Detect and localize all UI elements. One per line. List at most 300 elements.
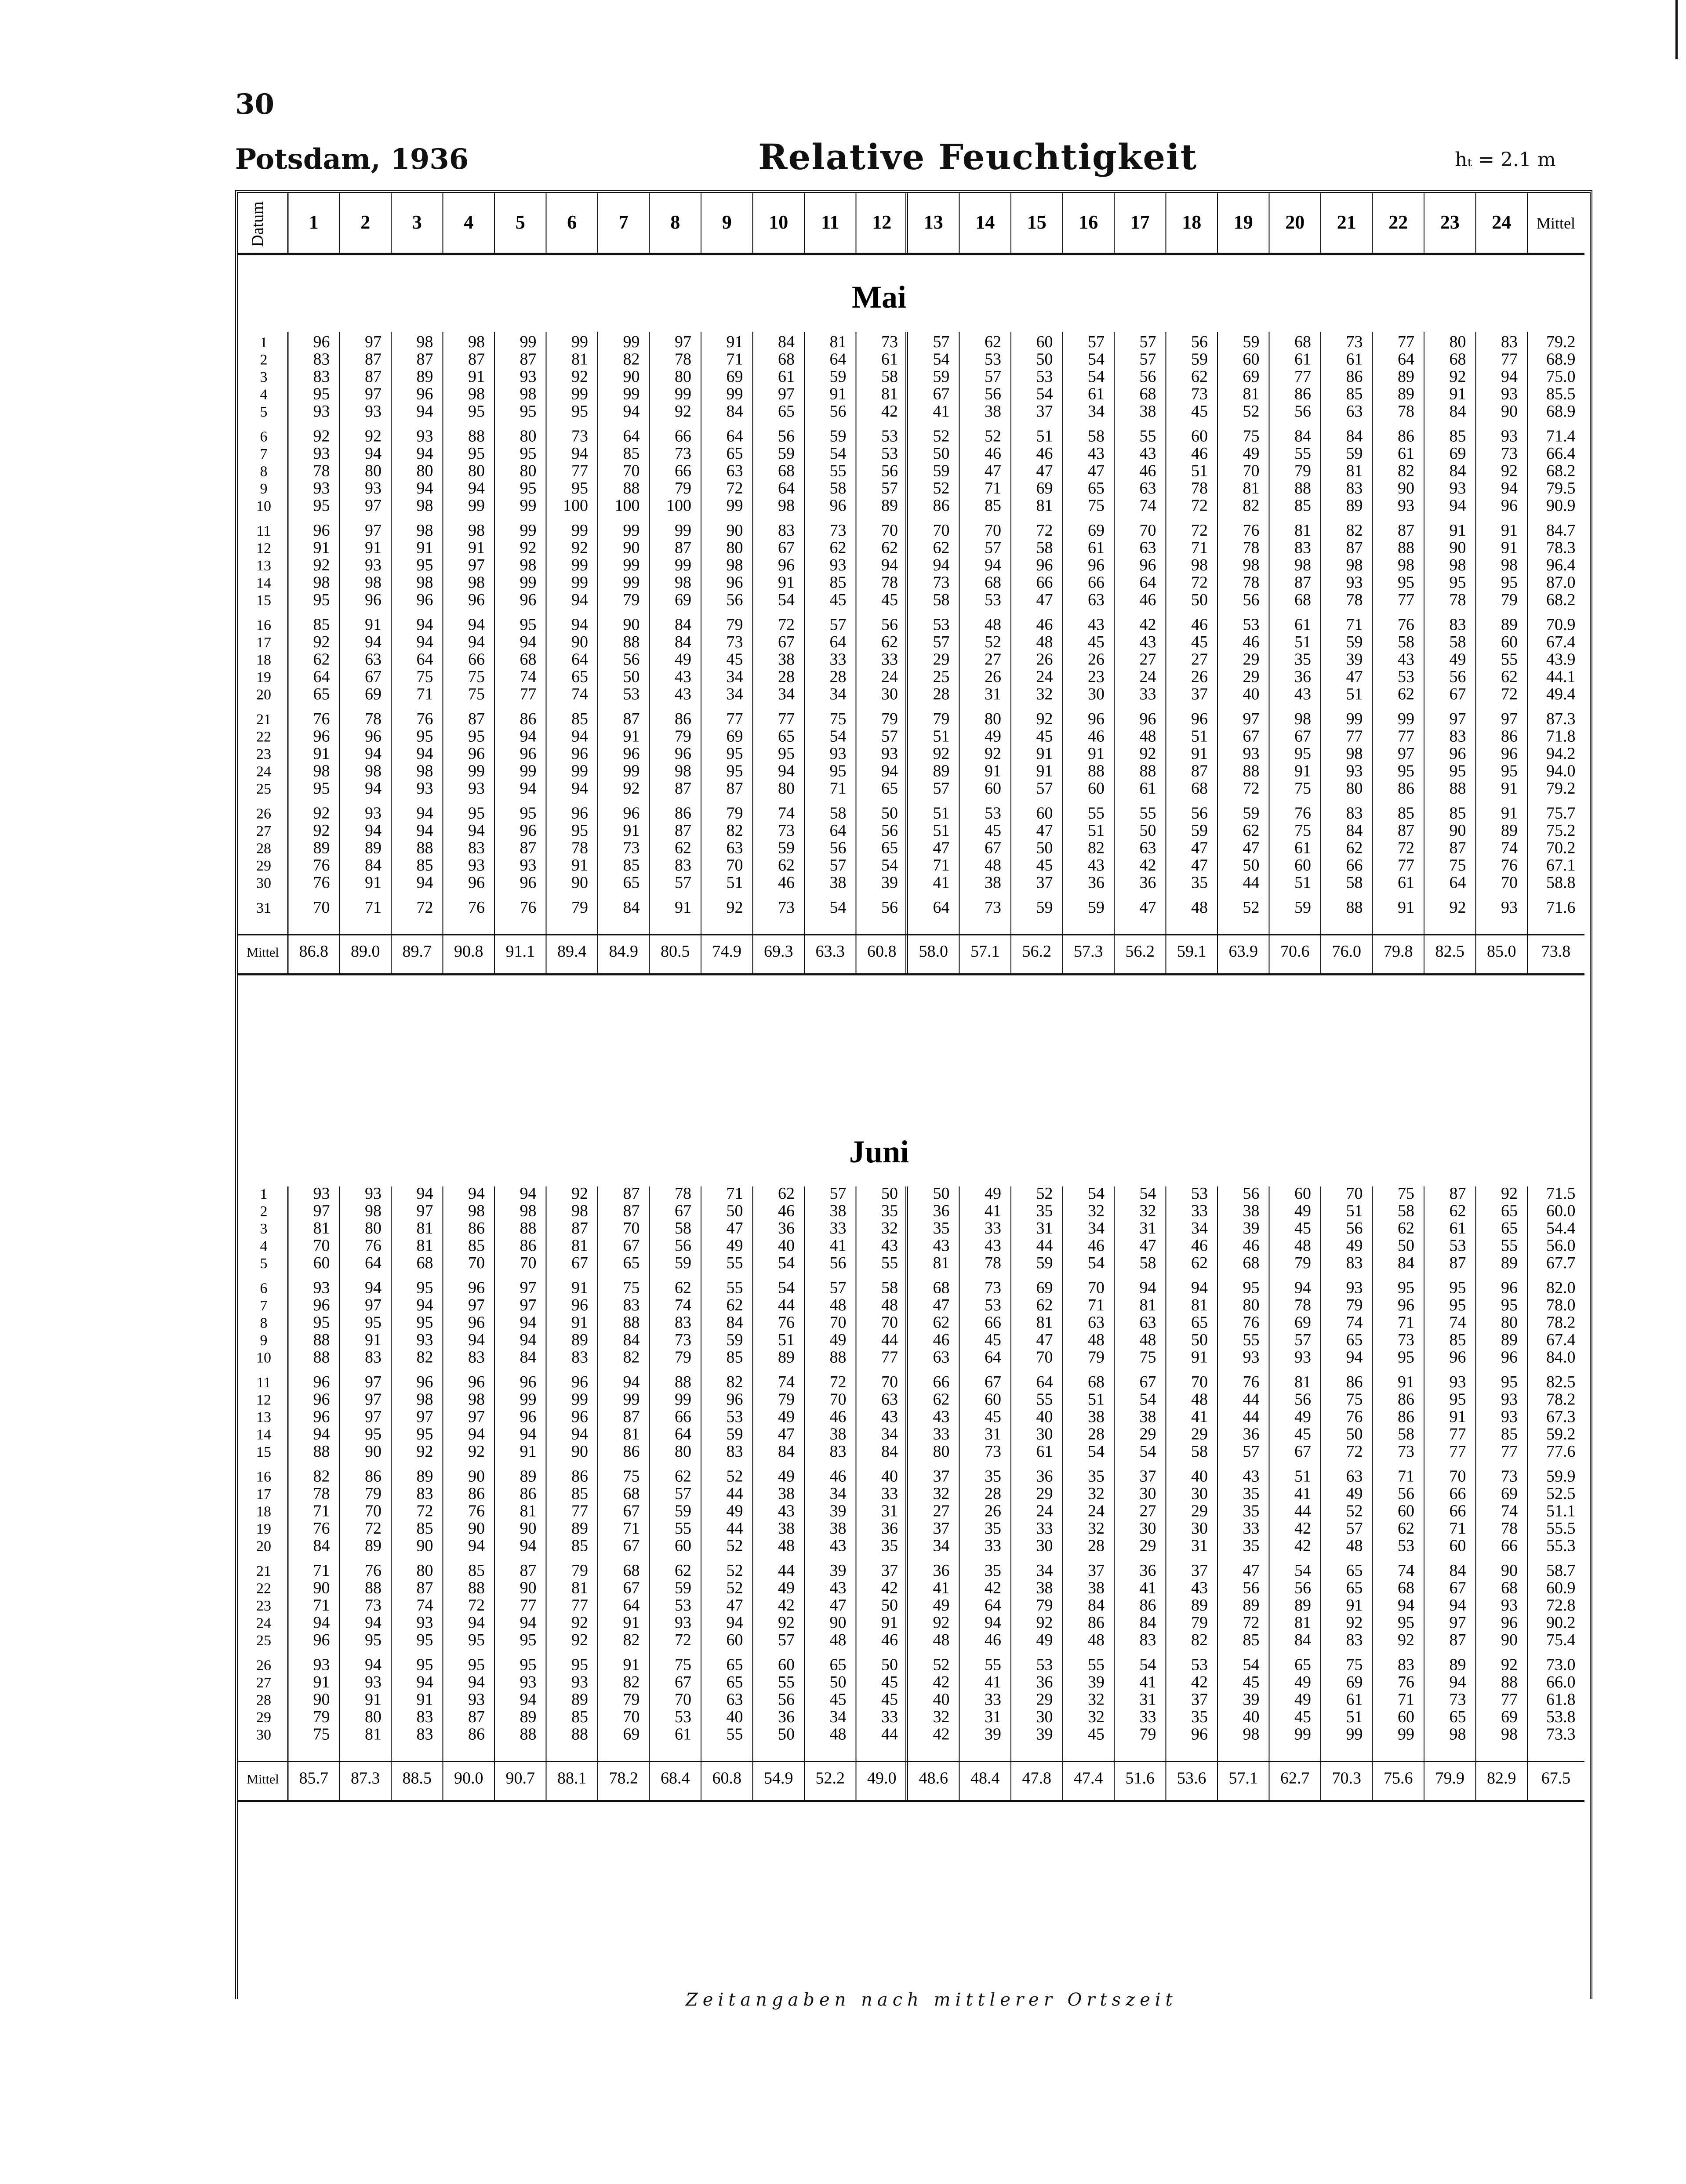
row-mean-cell: 79.2 xyxy=(1546,779,1576,798)
value-cell: 98 xyxy=(468,333,485,351)
value-cell: 67 xyxy=(985,838,1001,857)
value-cell: 96 xyxy=(1501,496,1518,515)
value-cell: 58 xyxy=(1036,538,1053,557)
value-cell: 70 xyxy=(1501,873,1518,892)
value-cell: 64 xyxy=(1449,873,1466,892)
value-cell: 91 xyxy=(365,873,382,892)
value-cell: 88 xyxy=(1243,762,1260,780)
value-cell: 67 xyxy=(623,1502,640,1520)
value-cell: 76 xyxy=(468,898,485,917)
mean-cell: 90.0 xyxy=(454,1769,483,1788)
value-cell: 98 xyxy=(416,762,433,780)
value-cell: 40 xyxy=(726,1708,743,1726)
value-cell: 52 xyxy=(1036,1184,1053,1203)
value-cell: 80 xyxy=(675,367,691,386)
value-cell: 81 xyxy=(571,1578,588,1597)
value-cell: 37 xyxy=(1036,873,1053,892)
value-cell: 73 xyxy=(985,1278,1001,1297)
value-cell: 58 xyxy=(829,804,847,823)
value-cell: 93 xyxy=(520,856,537,874)
value-cell: 33 xyxy=(985,1219,1001,1237)
value-cell: 66 xyxy=(675,427,691,446)
value-cell: 98 xyxy=(1191,556,1208,574)
value-cell: 86 xyxy=(1346,367,1363,386)
value-cell: 80 xyxy=(726,538,743,557)
value-cell: 68 xyxy=(1088,1373,1105,1391)
value-cell: 73 xyxy=(1449,1690,1466,1709)
value-cell: 51 xyxy=(1294,873,1311,892)
day-label: 17 xyxy=(256,1486,271,1502)
hour-header: 13 xyxy=(923,211,943,233)
value-cell: 33 xyxy=(985,1690,1001,1709)
value-cell: 36 xyxy=(778,1708,795,1726)
value-cell: 67 xyxy=(1449,685,1466,704)
hour-header: 12 xyxy=(872,211,892,233)
value-cell: 34 xyxy=(1088,402,1105,421)
value-cell: 78 xyxy=(1191,479,1208,497)
value-cell: 56 xyxy=(985,385,1001,403)
mean-cell: 88.1 xyxy=(557,1769,587,1788)
value-cell: 38 xyxy=(778,1484,795,1503)
value-cell: 77 xyxy=(1449,1442,1466,1461)
value-cell: 48 xyxy=(881,1296,898,1314)
day-label: 16 xyxy=(256,617,271,634)
value-cell: 44 xyxy=(881,1725,898,1744)
mean-cell: 89.0 xyxy=(351,942,380,961)
value-cell: 72 xyxy=(1036,521,1053,540)
value-cell: 99 xyxy=(623,333,640,351)
value-cell: 64 xyxy=(829,350,847,369)
value-cell: 50 xyxy=(1139,821,1156,840)
value-cell: 78 xyxy=(1398,402,1414,421)
value-cell: 71 xyxy=(726,350,743,369)
value-cell: 81 xyxy=(1036,496,1053,515)
value-cell: 60 xyxy=(1036,333,1053,351)
value-cell: 48 xyxy=(1139,727,1156,746)
value-cell: 79 xyxy=(623,591,640,609)
value-cell: 81 xyxy=(571,1236,588,1255)
day-label: 12 xyxy=(256,1392,271,1408)
value-cell: 89 xyxy=(1501,615,1518,634)
value-cell: 97 xyxy=(416,1201,433,1220)
value-cell: 81 xyxy=(1294,1373,1311,1391)
value-cell: 95 xyxy=(416,556,433,574)
hour-header: 22 xyxy=(1388,211,1408,233)
value-cell: 32 xyxy=(1088,1708,1105,1726)
value-cell: 81 xyxy=(416,1219,433,1237)
value-cell: 89 xyxy=(881,496,898,515)
value-cell: 94 xyxy=(520,633,537,651)
value-cell: 68 xyxy=(1449,350,1466,369)
value-cell: 91 xyxy=(1398,1373,1414,1391)
value-cell: 77 xyxy=(1398,333,1414,351)
value-cell: 38 xyxy=(829,1201,847,1220)
value-cell: 64 xyxy=(313,668,330,686)
value-cell: 23 xyxy=(1088,668,1105,686)
day-label: 24 xyxy=(256,1615,271,1632)
value-cell: 99 xyxy=(726,496,743,515)
value-cell: 44 xyxy=(726,1519,743,1538)
place-year: Potsdam, 1936 xyxy=(235,143,469,176)
value-cell: 64 xyxy=(675,1425,691,1444)
value-cell: 86 xyxy=(623,1442,640,1461)
value-cell: 52 xyxy=(726,1578,743,1597)
value-cell: 78 xyxy=(675,350,691,369)
value-cell: 30 xyxy=(1191,1484,1208,1503)
row-mean-cell: 60.9 xyxy=(1546,1578,1576,1597)
day-label: 28 xyxy=(256,840,271,857)
value-cell: 73 xyxy=(1501,1467,1518,1486)
value-cell: 62 xyxy=(675,1467,691,1486)
value-cell: 63 xyxy=(881,1390,898,1409)
value-cell: 53 xyxy=(1191,1184,1208,1203)
value-cell: 89 xyxy=(1243,1596,1260,1614)
value-cell: 35 xyxy=(1191,873,1208,892)
value-cell: 52 xyxy=(933,427,950,446)
value-cell: 63 xyxy=(726,461,743,480)
value-cell: 81 xyxy=(1294,1613,1311,1632)
mean-cell: 63.3 xyxy=(815,942,845,961)
value-cell: 44 xyxy=(778,1561,795,1580)
value-cell: 37 xyxy=(933,1519,950,1538)
value-cell: 28 xyxy=(933,685,950,704)
value-cell: 98 xyxy=(313,762,330,780)
value-cell: 84 xyxy=(1449,461,1466,480)
value-cell: 96 xyxy=(1449,1348,1466,1367)
value-cell: 48 xyxy=(1036,633,1053,651)
day-label: 20 xyxy=(256,686,271,703)
row-mean-cell: 44.1 xyxy=(1546,668,1576,686)
value-cell: 70 xyxy=(1346,1184,1363,1203)
mean-cell: 60.8 xyxy=(712,1769,741,1788)
mean-cell: 53.6 xyxy=(1177,1769,1206,1788)
value-cell: 99 xyxy=(571,521,588,540)
value-cell: 98 xyxy=(416,573,433,592)
value-cell: 66 xyxy=(1088,573,1105,592)
value-cell: 55 xyxy=(726,1278,743,1297)
value-cell: 53 xyxy=(881,427,898,446)
value-cell: 56 xyxy=(1243,1184,1260,1203)
value-cell: 38 xyxy=(1139,1408,1156,1426)
value-cell: 72 xyxy=(416,898,433,917)
mean-cell: 54.9 xyxy=(764,1769,793,1788)
value-cell: 99 xyxy=(675,556,691,574)
value-cell: 46 xyxy=(881,1631,898,1649)
value-cell: 76 xyxy=(520,898,537,917)
value-cell: 92 xyxy=(416,1442,433,1461)
value-cell: 96 xyxy=(571,1296,588,1314)
value-cell: 75 xyxy=(1346,1655,1363,1674)
value-cell: 96 xyxy=(520,744,537,763)
value-cell: 84 xyxy=(778,1442,795,1461)
value-cell: 78 xyxy=(313,461,330,480)
value-cell: 95 xyxy=(313,1313,330,1332)
value-cell: 91 xyxy=(623,727,640,746)
value-cell: 72 xyxy=(468,1596,485,1614)
value-cell: 60 xyxy=(1398,1502,1414,1520)
row-mean-cell: 58.7 xyxy=(1546,1561,1576,1580)
value-cell: 58 xyxy=(1449,633,1466,651)
value-cell: 53 xyxy=(1191,1655,1208,1674)
value-cell: 85 xyxy=(985,496,1001,515)
value-cell: 49 xyxy=(1346,1484,1363,1503)
value-cell: 83 xyxy=(416,1725,433,1744)
value-cell: 37 xyxy=(1088,1561,1105,1580)
value-cell: 56 xyxy=(1449,668,1466,686)
value-cell: 50 xyxy=(829,1673,847,1691)
value-cell: 84 xyxy=(726,402,743,421)
value-cell: 98 xyxy=(1346,744,1363,763)
value-cell: 88 xyxy=(416,838,433,857)
value-cell: 57 xyxy=(985,367,1001,386)
value-cell: 77 xyxy=(1398,727,1414,746)
day-label: 3 xyxy=(260,1221,268,1237)
value-cell: 83 xyxy=(416,1708,433,1726)
value-cell: 71 xyxy=(829,779,847,798)
value-cell: 53 xyxy=(623,685,640,704)
value-cell: 47 xyxy=(933,838,950,857)
value-cell: 90 xyxy=(623,615,640,634)
value-cell: 84 xyxy=(675,615,691,634)
value-cell: 94 xyxy=(520,1690,537,1709)
mean-cell: 57.1 xyxy=(970,942,1000,961)
value-cell: 91 xyxy=(623,1655,640,1674)
value-cell: 95 xyxy=(1398,573,1414,592)
value-cell: 66 xyxy=(675,1408,691,1426)
value-cell: 97 xyxy=(365,333,382,351)
day-label: 14 xyxy=(256,1426,271,1443)
mean-cell: 58.0 xyxy=(919,942,948,961)
value-cell: 30 xyxy=(881,685,898,704)
value-cell: 96 xyxy=(468,591,485,609)
value-cell: 54 xyxy=(1088,350,1105,369)
value-cell: 46 xyxy=(1243,633,1260,651)
value-cell: 45 xyxy=(829,591,847,609)
value-cell: 32 xyxy=(1088,1484,1105,1503)
value-cell: 71 xyxy=(365,898,382,917)
value-cell: 64 xyxy=(416,650,433,669)
value-cell: 71 xyxy=(1088,1296,1105,1314)
value-cell: 87 xyxy=(468,350,485,369)
value-cell: 67 xyxy=(933,385,950,403)
row-mean-cell: 67.4 xyxy=(1546,633,1576,651)
value-cell: 68 xyxy=(1243,1254,1260,1272)
value-cell: 45 xyxy=(1088,1725,1105,1744)
value-cell: 57 xyxy=(933,333,950,351)
value-cell: 89 xyxy=(1449,1655,1466,1674)
value-cell: 42 xyxy=(933,1725,950,1744)
value-cell: 41 xyxy=(933,402,950,421)
value-cell: 98 xyxy=(1346,556,1363,574)
value-cell: 91 xyxy=(1398,898,1414,917)
value-cell: 95 xyxy=(313,496,330,515)
value-cell: 94 xyxy=(571,591,588,609)
value-cell: 64 xyxy=(1036,1373,1053,1391)
value-cell: 78 xyxy=(1449,591,1466,609)
mean-cell: 48.6 xyxy=(919,1769,948,1788)
value-cell: 80 xyxy=(675,1442,691,1461)
value-cell: 83 xyxy=(623,1296,640,1314)
value-cell: 89 xyxy=(520,1467,537,1486)
row-mean-cell: 54.4 xyxy=(1546,1219,1576,1237)
mean-cell: 89.7 xyxy=(402,942,432,961)
value-cell: 74 xyxy=(1501,838,1518,857)
value-cell: 53 xyxy=(1449,1236,1466,1255)
value-cell: 79 xyxy=(726,615,743,634)
value-cell: 34 xyxy=(829,685,847,704)
value-cell: 92 xyxy=(313,556,330,574)
value-cell: 74 xyxy=(675,1296,691,1314)
value-cell: 82 xyxy=(623,1631,640,1649)
value-cell: 96 xyxy=(571,804,588,823)
value-cell: 41 xyxy=(1139,1673,1156,1691)
value-cell: 59 xyxy=(1088,898,1105,917)
value-cell: 67 xyxy=(1139,1373,1156,1391)
value-cell: 84 xyxy=(726,1313,743,1332)
value-cell: 75 xyxy=(675,1655,691,1674)
value-cell: 87 xyxy=(571,1219,588,1237)
value-cell: 94 xyxy=(623,1373,640,1391)
value-cell: 99 xyxy=(520,521,537,540)
value-cell: 58 xyxy=(1088,427,1105,446)
value-cell: 41 xyxy=(1191,1408,1208,1426)
hour-header: 10 xyxy=(769,211,788,233)
value-cell: 57 xyxy=(933,779,950,798)
row-mean-cell: 51.1 xyxy=(1546,1502,1576,1520)
value-cell: 67 xyxy=(365,668,382,686)
row-mean-cell: 70.2 xyxy=(1546,838,1576,857)
value-cell: 70 xyxy=(829,1390,847,1409)
value-cell: 70 xyxy=(985,521,1001,540)
hour-header: 3 xyxy=(412,211,422,233)
hour-header: 4 xyxy=(464,211,474,233)
value-cell: 64 xyxy=(1398,350,1414,369)
value-cell: 61 xyxy=(1139,779,1156,798)
mean-cell: 79.8 xyxy=(1384,942,1413,961)
value-cell: 62 xyxy=(933,1390,950,1409)
value-cell: 45 xyxy=(1191,633,1208,651)
value-cell: 91 xyxy=(1191,744,1208,763)
value-cell: 56 xyxy=(1398,1484,1414,1503)
day-label: 3 xyxy=(260,369,268,385)
value-cell: 41 xyxy=(933,873,950,892)
value-cell: 76 xyxy=(1243,1313,1260,1332)
value-cell: 93 xyxy=(365,402,382,421)
value-cell: 97 xyxy=(1398,744,1414,763)
value-cell: 67 xyxy=(623,1536,640,1555)
value-cell: 67 xyxy=(1449,1578,1466,1597)
value-cell: 94 xyxy=(416,444,433,463)
value-cell: 53 xyxy=(726,1408,743,1426)
value-cell: 48 xyxy=(778,1536,795,1555)
value-cell: 95 xyxy=(520,444,537,463)
value-cell: 41 xyxy=(933,1578,950,1597)
value-cell: 32 xyxy=(1036,685,1053,704)
value-cell: 99 xyxy=(468,762,485,780)
value-cell: 44 xyxy=(726,1484,743,1503)
value-cell: 98 xyxy=(468,1201,485,1220)
value-cell: 81 xyxy=(1036,1313,1053,1332)
value-cell: 83 xyxy=(675,1313,691,1332)
value-cell: 61 xyxy=(1088,385,1105,403)
value-cell: 99 xyxy=(623,573,640,592)
value-cell: 80 xyxy=(468,461,485,480)
value-cell: 85 xyxy=(1449,804,1466,823)
value-cell: 97 xyxy=(520,1296,537,1314)
value-cell: 92 xyxy=(571,1631,588,1649)
value-cell: 52 xyxy=(933,479,950,497)
value-cell: 95 xyxy=(726,762,743,780)
value-cell: 61 xyxy=(1346,1690,1363,1709)
value-cell: 50 xyxy=(1346,1425,1363,1444)
value-cell: 63 xyxy=(1139,838,1156,857)
value-cell: 96 xyxy=(468,1278,485,1297)
value-cell: 29 xyxy=(1036,1690,1053,1709)
value-cell: 57 xyxy=(1036,779,1053,798)
mean-row-label: Mittel xyxy=(247,1772,279,1787)
value-cell: 71 xyxy=(313,1561,330,1580)
value-cell: 86 xyxy=(1398,1408,1414,1426)
value-cell: 87 xyxy=(365,350,382,369)
value-cell: 88 xyxy=(1346,898,1363,917)
value-cell: 92 xyxy=(520,538,537,557)
value-cell: 95 xyxy=(1398,762,1414,780)
value-cell: 46 xyxy=(829,1408,847,1426)
value-cell: 93 xyxy=(520,367,537,386)
value-cell: 65 xyxy=(1191,1313,1208,1332)
value-cell: 70 xyxy=(468,1254,485,1272)
value-cell: 68 xyxy=(623,1561,640,1580)
value-cell: 43 xyxy=(829,1578,847,1597)
value-cell: 81 xyxy=(1243,385,1260,403)
value-cell: 59 xyxy=(726,1331,743,1349)
value-cell: 48 xyxy=(829,1631,847,1649)
value-cell: 77 xyxy=(1449,1425,1466,1444)
value-cell: 55 xyxy=(778,1673,795,1691)
value-cell: 88 xyxy=(365,1578,382,1597)
value-cell: 72 xyxy=(1191,573,1208,592)
row-mean-cell: 75.2 xyxy=(1546,821,1576,840)
value-cell: 50 xyxy=(1191,591,1208,609)
day-label: 29 xyxy=(256,858,271,874)
value-cell: 64 xyxy=(829,821,847,840)
value-cell: 93 xyxy=(1501,1596,1518,1614)
value-cell: 40 xyxy=(1243,685,1260,704)
value-cell: 78 xyxy=(313,1484,330,1503)
value-cell: 35 xyxy=(1243,1484,1260,1503)
value-cell: 68 xyxy=(778,461,795,480)
value-cell: 24 xyxy=(1139,668,1156,686)
value-cell: 92 xyxy=(1501,1184,1518,1203)
value-cell: 71 xyxy=(313,1596,330,1614)
value-cell: 96 xyxy=(313,333,330,351)
value-cell: 56 xyxy=(829,838,847,857)
row-mean-cell: 75.0 xyxy=(1546,367,1576,386)
value-cell: 88 xyxy=(571,1725,588,1744)
value-cell: 47 xyxy=(1139,898,1156,917)
value-cell: 45 xyxy=(829,1690,847,1709)
value-cell: 62 xyxy=(933,1313,950,1332)
value-cell: 56 xyxy=(1191,804,1208,823)
value-cell: 71 xyxy=(1449,1519,1466,1538)
value-cell: 93 xyxy=(313,1184,330,1203)
value-cell: 59 xyxy=(778,444,795,463)
value-cell: 39 xyxy=(1088,1673,1105,1691)
value-cell: 55 xyxy=(1139,804,1156,823)
value-cell: 46 xyxy=(778,1201,795,1220)
value-cell: 74 xyxy=(778,804,795,823)
value-cell: 62 xyxy=(933,538,950,557)
